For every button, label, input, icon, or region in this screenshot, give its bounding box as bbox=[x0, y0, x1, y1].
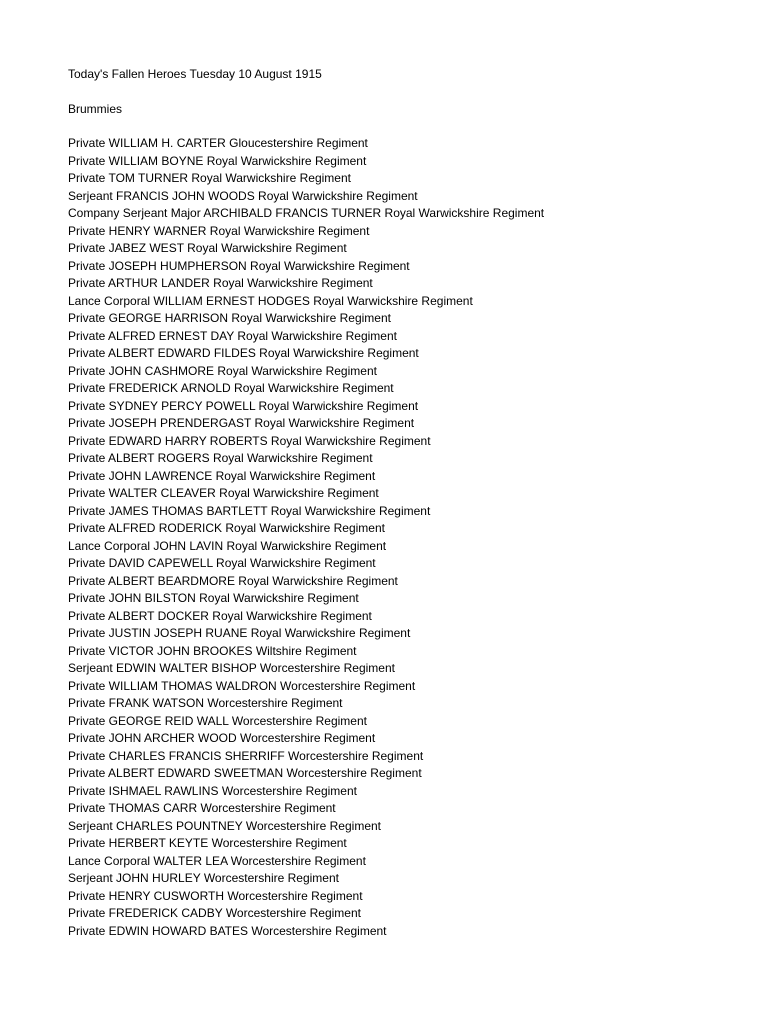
document-title: Today's Fallen Heroes Tuesday 10 August 1915 bbox=[68, 67, 322, 81]
casualty-entry: Private FREDERICK CADBY Worcestershire Regiment bbox=[68, 906, 361, 920]
casualty-entry: Private HENRY CUSWORTH Worcestershire Regiment bbox=[68, 888, 363, 903]
casualty-entry: Lance Corporal WILLIAM ERNEST HODGES Royal Warwickshire Regiment bbox=[68, 293, 473, 308]
casualty-entry: Private WILLIAM BOYNE Royal Warwickshire Regiment bbox=[68, 153, 367, 168]
casualty-entry: Private ALBERT EDWARD SWEETMAN Worcestershire Regiment bbox=[68, 766, 422, 780]
casualty-entry: Serjeant FRANCIS JOHN WOODS Royal Warwickshire Regiment bbox=[68, 188, 418, 203]
casualty-entry: Private JOSEPH PRENDERGAST Royal Warwickshire Regiment bbox=[68, 416, 415, 430]
casualty-entry: Private JOHN CASHMORE Royal Warwickshire Regiment bbox=[68, 363, 377, 378]
casualty-entry: Private THOMAS CARR Worcestershire Regiment bbox=[68, 801, 336, 815]
casualty-entry: Private ALBERT ROGERS Royal Warwickshire Regiment bbox=[68, 451, 373, 465]
casualty-entry: Private ALFRED ERNEST DAY Royal Warwickshire Regiment bbox=[68, 328, 397, 343]
casualty-entry: Private EDWIN HOWARD BATES Worcestershire Regiment bbox=[68, 923, 387, 938]
casualty-entry: Private FRANK WATSON Worcestershire Regiment bbox=[68, 696, 343, 710]
casualty-entry: Private JAMES THOMAS BARTLETT Royal Warwickshire Regiment bbox=[68, 503, 431, 518]
casualty-entry: Lance Corporal JOHN LAVIN Royal Warwickshire Regiment bbox=[68, 538, 387, 553]
casualty-entry: Private EDWARD HARRY ROBERTS Royal Warwickshire Regiment bbox=[68, 433, 431, 448]
document-page bbox=[68, 66, 748, 940]
casualty-entry: Private JOHN LAWRENCE Royal Warwickshire Regiment bbox=[68, 468, 376, 483]
section-heading: Brummies bbox=[68, 102, 123, 116]
casualty-entry: Private ALBERT EDWARD FILDES Royal Warwickshire Regiment bbox=[68, 346, 419, 360]
casualty-entry: Private CHARLES FRANCIS SHERRIFF Worcestershire Regiment bbox=[68, 748, 424, 763]
casualty-entry: Private JOHN BILSTON Royal Warwickshire Regiment bbox=[68, 591, 359, 605]
casualty-entry: Private GEORGE REID WALL Worcestershire Regiment bbox=[68, 713, 367, 728]
casualty-entry: Private SYDNEY PERCY POWELL Royal Warwickshire Regiment bbox=[68, 398, 419, 413]
casualty-entry: Private ALBERT BEARDMORE Royal Warwickshire Regiment bbox=[68, 573, 398, 588]
casualty-entry: Private JOHN ARCHER WOOD Worcestershire Regiment bbox=[68, 731, 376, 745]
casualty-entry: Serjeant CHARLES POUNTNEY Worcestershire Regiment bbox=[68, 818, 381, 833]
casualty-entry: Lance Corporal WALTER LEA Worcestershire Regiment bbox=[68, 853, 366, 868]
casualty-entry: Private FREDERICK ARNOLD Royal Warwickshire Regiment bbox=[68, 381, 394, 395]
casualty-entry: Private TOM TURNER Royal Warwickshire Regiment bbox=[68, 171, 351, 185]
casualty-entry: Private WILLIAM H. CARTER Gloucestershire Regiment bbox=[68, 136, 368, 150]
casualty-entry: Private HERBERT KEYTE Worcestershire Regiment bbox=[68, 836, 347, 850]
casualty-entry: Private WALTER CLEAVER Royal Warwickshire Regiment bbox=[68, 486, 379, 500]
casualty-entry: Serjeant EDWIN WALTER BISHOP Worcestershire Regiment bbox=[68, 661, 395, 675]
casualty-entry: Private HENRY WARNER Royal Warwickshire Regiment bbox=[68, 223, 370, 238]
casualty-entry: Private ISHMAEL RAWLINS Worcestershire Regiment bbox=[68, 783, 357, 798]
casualty-list bbox=[68, 135, 748, 940]
casualty-entry: Private ALBERT DOCKER Royal Warwickshire Regiment bbox=[68, 608, 372, 623]
casualty-entry: Private WILLIAM THOMAS WALDRON Worcestershire Regiment bbox=[68, 678, 416, 693]
casualty-entry: Private JOSEPH HUMPHERSON Royal Warwickshire Regiment bbox=[68, 258, 410, 273]
casualty-entry: Private ARTHUR LANDER Royal Warwickshire Regiment bbox=[68, 276, 373, 290]
casualty-entry: Company Serjeant Major ARCHIBALD FRANCIS TURNER Royal Warwickshire Regiment bbox=[68, 206, 545, 220]
casualty-entry: Private JABEZ WEST Royal Warwickshire Regiment bbox=[68, 241, 347, 255]
casualty-entry: Serjeant JOHN HURLEY Worcestershire Regiment bbox=[68, 871, 339, 885]
casualty-entry: Private GEORGE HARRISON Royal Warwickshire Regiment bbox=[68, 311, 391, 325]
casualty-entry: Private VICTOR JOHN BROOKES Wiltshire Regiment bbox=[68, 643, 357, 658]
casualty-entry: Private ALFRED RODERICK Royal Warwickshire Regiment bbox=[68, 521, 385, 535]
casualty-entry: Private DAVID CAPEWELL Royal Warwickshire Regiment bbox=[68, 556, 376, 570]
casualty-entry: Private JUSTIN JOSEPH RUANE Royal Warwickshire Regiment bbox=[68, 626, 411, 640]
